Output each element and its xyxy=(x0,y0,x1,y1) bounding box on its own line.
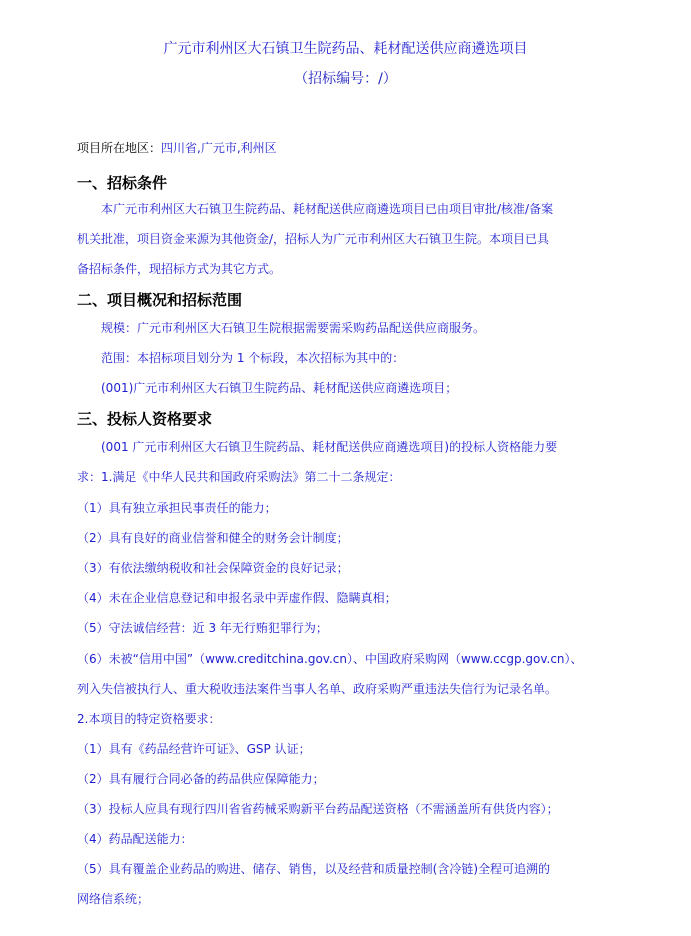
requirement-6-line-1: （6）未被“信用中国”（www.creditchina.gov.cn）、中国政府采购网（www.ccgp.gov.cn）、 xyxy=(77,652,583,666)
bid-number: （招标编号：/） xyxy=(294,71,397,87)
special-requirement-3: （3）投标人应具有现行四川省省药械采购新平台药品配送资格（不需涵盖所有供货内容）； xyxy=(77,802,559,816)
special-requirement-2: （2）具有履行合同必备的药品供应保障能力； xyxy=(77,772,325,786)
section-3-intro-1: (001 广元市利州区大石镇卫生院药品、耗材配送供应商遴选项目)的投标人资格能力要 xyxy=(101,440,558,454)
section-3-heading: 三、投标人资格要求 xyxy=(77,410,213,428)
section-1-line-2: 机关批准，项目资金来源为其他资金/，招标人为广元市利州区大石镇卫生院。本项目已具 xyxy=(77,232,550,246)
section-2-scope: 范围：本招标项目划分为 1 个标段，本次招标为其中的： xyxy=(101,351,405,365)
requirement-4: （4）未在企业信息登记和申报名录中弄虚作假、隐瞒真相； xyxy=(77,591,397,605)
special-requirement-5-line-2: 网络信系统； xyxy=(77,892,150,906)
requirement-6-line-2: 列入失信被执行人、重大税收违法案件当事人名单、政府采购严重违法失信行为记录名单。 xyxy=(77,682,558,696)
section-1-line-3: 备招标条件，现招标方式为其它方式。 xyxy=(77,262,282,276)
region-label: 项目所在地区： xyxy=(77,141,162,155)
requirement-2: （2）具有良好的商业信誉和健全的财务会计制度； xyxy=(77,531,349,545)
requirement-5: （5）守法诚信经营：近 3 年无行贿犯罪行为； xyxy=(77,621,328,635)
section-2-heading: 二、项目概况和招标范围 xyxy=(77,291,243,309)
region-line xyxy=(77,140,277,156)
requirement-1: （1）具有独立承担民事责任的能力； xyxy=(77,501,277,515)
section-2-lot: (001)广元市利州区大石镇卫生院药品、耗材配送供应商遴选项目； xyxy=(101,381,458,395)
special-requirement-1: （1）具有《药品经营许可证》、GSP 认证； xyxy=(77,742,311,756)
section-3-intro-2: 求：1.满足《中华人民共和国政府采购法》第二十二条规定： xyxy=(77,470,401,484)
special-requirement-5-line-1: （5）具有覆盖企业药品的购进、储存、销售，以及经营和质量控制(含冷链)全程可追溯的 xyxy=(77,862,551,876)
requirement-3: （3）有依法缴纳税收和社会保障资金的良好记录； xyxy=(77,561,349,575)
special-requirements-heading: 2.本项目的特定资格要求： xyxy=(77,712,221,726)
special-requirement-4: （4）药品配送能力： xyxy=(77,832,193,846)
region-value: 四川省,广元市,利州区 xyxy=(161,141,277,155)
section-1-line-1: 本广元市利州区大石镇卫生院药品、耗材配送供应商遴选项目已由项目审批/核准/备案 xyxy=(101,202,554,216)
document-title: 广元市利州区大石镇卫生院药品、耗材配送供应商遴选项目 xyxy=(163,41,528,57)
section-1-heading: 一、招标条件 xyxy=(77,174,168,192)
section-2-scale: 规模：广元市利州区大石镇卫生院根据需要需采购药品配送供应商服务。 xyxy=(101,321,486,335)
